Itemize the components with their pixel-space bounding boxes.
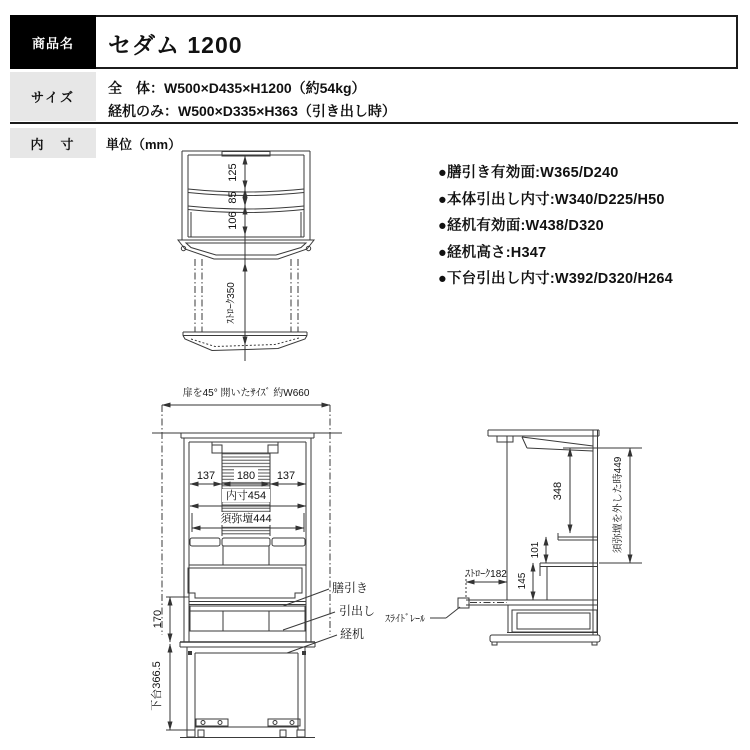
front-kyozukue-frame: [180, 642, 315, 738]
front-width-dimensions: [190, 469, 306, 532]
dim-inner-width-454: 内寸454: [225, 490, 267, 502]
side-view-diagram: [380, 405, 648, 650]
side-slide-rail-label: [385, 607, 460, 625]
side-extended-tray: [458, 598, 598, 608]
dim-stroke-182: ｽﾄﾛｰｸ182: [465, 569, 507, 580]
label-zenbiki: 膳引き: [332, 581, 369, 595]
dim-145: 145: [517, 572, 528, 590]
dim-170: 170: [152, 609, 164, 629]
spec-item-desk-height: ●経机高さ:H347: [438, 244, 547, 261]
unit-note: 単位（mm）: [106, 137, 182, 152]
side-dimensions: [465, 448, 642, 600]
dim-stroke-350: ｽﾄﾛｰｸ350: [226, 282, 237, 324]
inner-dim-label-cell: [10, 128, 96, 158]
product-name: セダム 1200: [108, 32, 243, 58]
size-desk-only: 経机のみ：W500×D335×H363（引き出し時）: [108, 103, 396, 119]
label-kyozukue: 経机: [340, 627, 365, 641]
label-hikidashi: 引出し: [339, 604, 376, 618]
top-view-diagram: [158, 133, 343, 368]
dim-85: 85: [227, 191, 239, 204]
spec-item-body-drawer: ●本体引出し内寸:W340/D225/H50: [438, 191, 665, 208]
size-label-cell: [10, 72, 96, 121]
spec-list: [438, 160, 738, 293]
size-overall: 全 体：W500×D435×H1200（約54kg）: [108, 80, 366, 96]
size-label: サイズ: [31, 90, 75, 105]
dim-106: 106: [227, 211, 239, 230]
inner-dim-label: 内 寸: [30, 136, 76, 152]
spec-item-zenbiki-surface: ●膳引き有効面:W365/D240: [438, 165, 619, 181]
divider-rule: [10, 122, 738, 124]
dim-348: 348: [552, 481, 564, 501]
product-label-cell: [10, 15, 96, 69]
dim-door-open-w660: 扉を45° 開いたｻｲｽﾞ 約W660: [182, 388, 310, 399]
front-shelf-and-drawers: [188, 538, 306, 631]
label-slide-rail: ｽﾗｲﾄﾞﾚｰﾙ: [385, 614, 425, 625]
side-cabinet-outline: [488, 430, 599, 635]
front-view-diagram: [140, 385, 400, 750]
dim-shimodai-366-5: 下台366.5: [151, 661, 163, 711]
dim-101: 101: [530, 541, 541, 559]
top-view-cabinet-outline: [182, 151, 310, 240]
spec-item-base-drawer: ●下台引出し内寸:W392/D320/H264: [438, 271, 673, 287]
dim-no-shumidan-449: 須弥壇を外した時449: [613, 456, 624, 554]
dim-180: 180: [236, 470, 256, 482]
dim-shumidan-444: 須弥壇444: [220, 513, 272, 525]
dim-125: 125: [227, 163, 239, 182]
top-view-front-board: [178, 240, 314, 259]
product-label: 商品名: [31, 35, 74, 51]
dim-137-left: 137: [196, 470, 216, 482]
dim-137-right: 137: [276, 470, 296, 482]
side-lower-base: [490, 605, 600, 645]
side-interior-shelves: [540, 533, 598, 600]
spec-item-desk-surface: ●経机有効面:W438/D320: [438, 218, 604, 234]
front-left-dimensions: [150, 597, 189, 730]
